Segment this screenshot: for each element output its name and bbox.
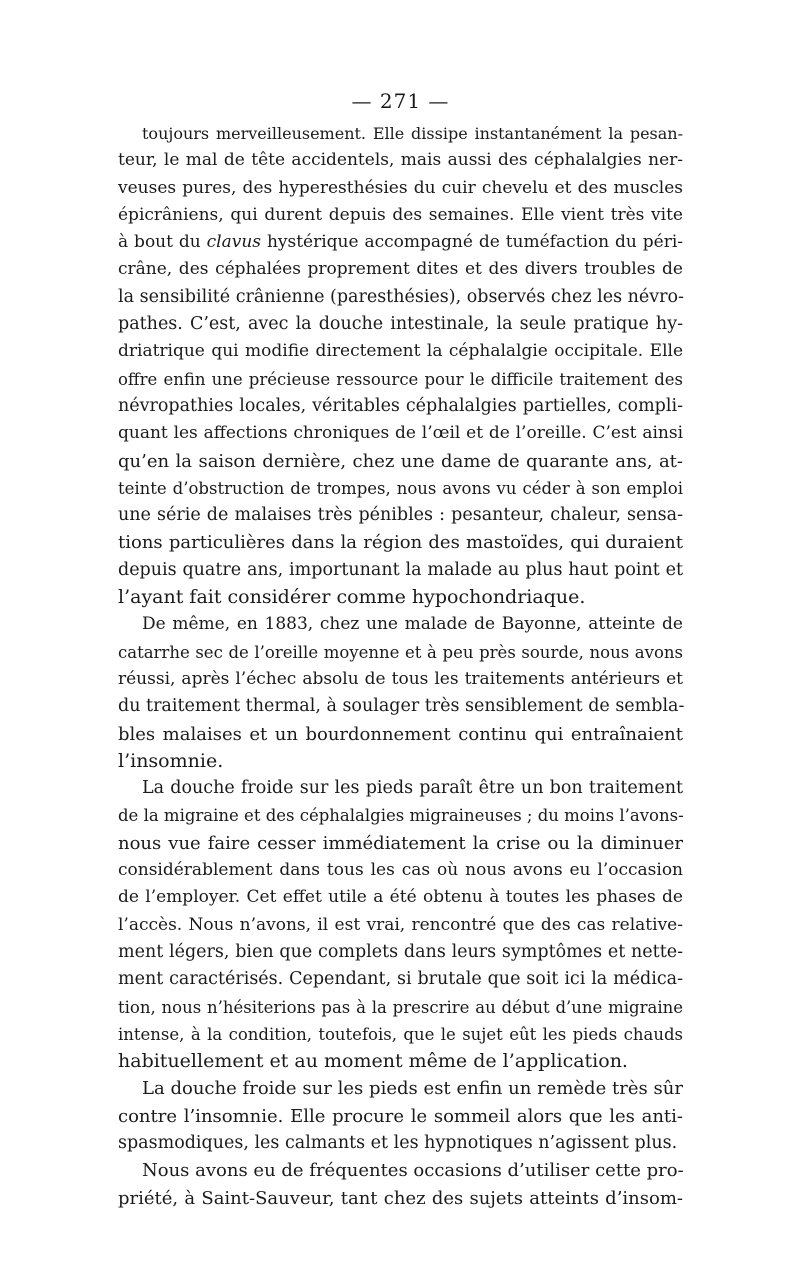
text-line: ment légers, bien que complets dans leurs symptômes et nette-: [118, 941, 683, 962]
text-line: depuis quatre ans, importunant la malade au plus haut point et: [118, 559, 683, 580]
text-line: névropathies locales, véritables céphalalgies partielles, compli-: [118, 395, 683, 416]
text-line: quant les affections chroniques de l’œil et de l’oreille. C’est ainsi: [118, 423, 683, 444]
text-line: ment caractérisés. Cependant, si brutale que soit ici la médica-: [118, 969, 683, 990]
text-line: pathes. C’est, avec la douche intestinale, la seule pratique hy-: [118, 314, 683, 335]
text-line: une série de malaises très pénibles : pesanteur, chaleur, sensa-: [118, 505, 683, 526]
text-line: habituellement et au moment même de l’application.: [118, 1050, 628, 1073]
text-line: spasmodiques, les calmants et les hypnotiques n’agissent plus.: [118, 1132, 678, 1153]
text-line: De même, en 1883, chez une malade de Bayonne, atteinte de: [142, 614, 683, 635]
text-line: qu’en la saison dernière, chez une dame de quarante ans, at-: [118, 450, 683, 472]
document-page: [118, 88, 683, 1212]
text-line: l’insomnie.: [118, 749, 224, 772]
text-line: tion, nous n’hésiterions pas à la prescrire au début d’une migraine: [118, 997, 683, 1017]
text-line: Nous avons eu de fréquentes occasions d’utiliser cette pro-: [142, 1160, 684, 1182]
text-line: épicrâniens, qui durent depuis des semaines. Elle vient très vite: [118, 204, 683, 225]
text-line: crâne, des céphalées proprement dites et des divers troubles de: [118, 259, 683, 280]
page-number: — 271 —: [351, 89, 450, 113]
text-line: veuses pures, des hyperesthésies du cuir chevelu et des muscles: [118, 177, 683, 198]
text-line: considérablement dans tous les cas où nous avons eu l’occasion: [118, 860, 683, 881]
body-text: [118, 120, 683, 1212]
text-line: l’accès. Nous n’avons, il est vrai, rencontré que des cas relative-: [118, 914, 683, 935]
text-line: driatrique qui modifie directement la céphalalgie occipitale. Elle: [118, 341, 683, 362]
text-line: l’ayant fait considérer comme hypochondriaque.: [118, 586, 586, 609]
text-line: La douche froide sur les pieds paraît être un bon traitement: [142, 778, 683, 799]
text-line: du traitement thermal, à soulager très sensiblement de sembla-: [118, 696, 685, 717]
text-line: la sensibilité crânienne (paresthésies), observés chez les névro-: [118, 286, 684, 307]
text-line: La douche froide sur les pieds est enfin un remède très sûr: [142, 1078, 683, 1100]
paragraph: [118, 1075, 683, 1157]
text-line: catarrhe sec de l’oreille moyenne et à peu près sourde, nous avons: [118, 642, 683, 662]
text-line: de la migraine et des céphalalgies migraineuses ; du moins l’avons-: [118, 806, 684, 826]
paragraph: [118, 1157, 683, 1212]
paragraph: [118, 611, 683, 775]
text-line: toujours merveilleusement. Elle dissipe instantanément la pesan-: [142, 124, 683, 143]
text-line: offre enfin une précieuse ressource pour le difficile traitement des: [118, 369, 683, 389]
text-line: réussi, après l’échec absolu de tous les traitements antérieurs et: [118, 668, 683, 689]
text-line: nous vue faire cesser immédiatement la crise ou la diminuer: [118, 832, 683, 854]
text-line: intense, à la condition, toutefois, que le sujet eût les pieds chauds: [118, 1024, 683, 1044]
paragraph: [118, 775, 683, 1075]
text-line: bles malaises et un bourdonnement continu qui entraînaient: [118, 723, 683, 745]
paragraph: [118, 120, 683, 611]
text-line: teinte d’obstruction de trompes, nous avons vu céder à son emploi: [118, 478, 683, 498]
text-line: de l’employer. Cet effet utile a été obtenu à toutes les phases de: [118, 887, 683, 908]
text-line: priété, à Saint-Sauveur, tant chez des sujets atteints d’insom-: [118, 1187, 683, 1209]
text-line: teur, le mal de tête accidentels, mais aussi des céphalalgies ner-: [118, 150, 683, 171]
text-line: à bout du clavus hystérique accompagné de tuméfaction du péri-: [118, 232, 684, 253]
text-line: contre l’insomnie. Elle procure le sommeil alors que les anti-: [118, 1105, 683, 1127]
text-line: tions particulières dans la région des mastoïdes, qui duraient: [118, 532, 683, 554]
